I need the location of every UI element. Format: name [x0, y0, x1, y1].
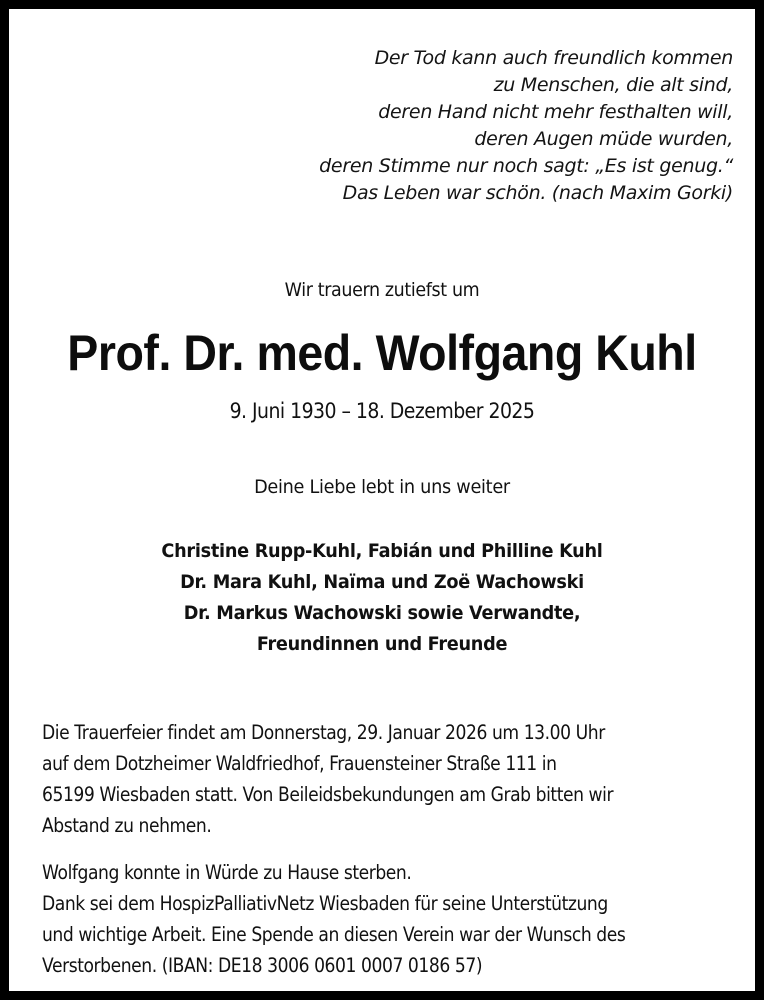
thanks-line: Dank sei dem HospizPalliativNetz Wiesbaden für seine Unterstützung [42, 892, 608, 915]
quote-line: zu Menschen, die alt sind, [493, 74, 733, 96]
thanks-line: und wichtige Arbeit. Eine Spende an diesen Verein war der Wunsch des [42, 923, 626, 946]
ceremony-line: auf dem Dotzheimer Waldfriedhof, Frauensteiner Straße 111 in [42, 752, 557, 775]
thanks-line: Verstorbenen. (IBAN: DE18 3006 0601 0007 0186 57) [42, 954, 483, 977]
ceremony-line: Abstand zu nehmen. [42, 814, 212, 837]
ceremony-line: 65199 Wiesbaden statt. Von Beileidsbekundungen am Grab bitten wir [42, 783, 614, 806]
obituary-notice [9, 9, 755, 991]
love-line: Deine Liebe lebt in uns weiter [254, 476, 510, 498]
ceremony-paragraph [42, 717, 676, 841]
gorki-quote [319, 45, 733, 207]
quote-line: deren Augen müde wurden, [474, 128, 733, 150]
mourning-intro: Wir trauern zutiefst um [284, 279, 480, 301]
deceased-name: Prof. Dr. med. Wolfgang Kuhl [67, 325, 697, 381]
quote-line: Der Tod kann auch freundlich kommen [374, 47, 733, 69]
family-line: Dr. Markus Wachowski sowie Verwandte, [183, 602, 581, 624]
family-line: Christine Rupp-Kuhl, Fabián und Philline Kuhl [161, 540, 603, 562]
ceremony-line: Die Trauerfeier findet am Donnerstag, 29. Januar 2026 um 13.00 Uhr [42, 721, 605, 744]
family-line: Dr. Mara Kuhl, Naïma und Zoë Wachowski [180, 571, 584, 593]
life-dates: 9. Juni 1930 – 18. Dezember 2025 [229, 399, 535, 423]
quote-line: deren Stimme nur noch sagt: „Es ist genug.“ [319, 155, 733, 177]
quote-line: deren Hand nicht mehr festhalten will, [378, 101, 733, 123]
quote-line: Das Leben war schön. (nach Maxim Gorki) [342, 182, 733, 204]
thanks-paragraph [42, 857, 676, 981]
thanks-line: Wolfgang konnte in Würde zu Hause sterben. [42, 861, 412, 884]
family-line: Freundinnen und Freunde [256, 633, 508, 655]
family-signatures [35, 536, 729, 660]
